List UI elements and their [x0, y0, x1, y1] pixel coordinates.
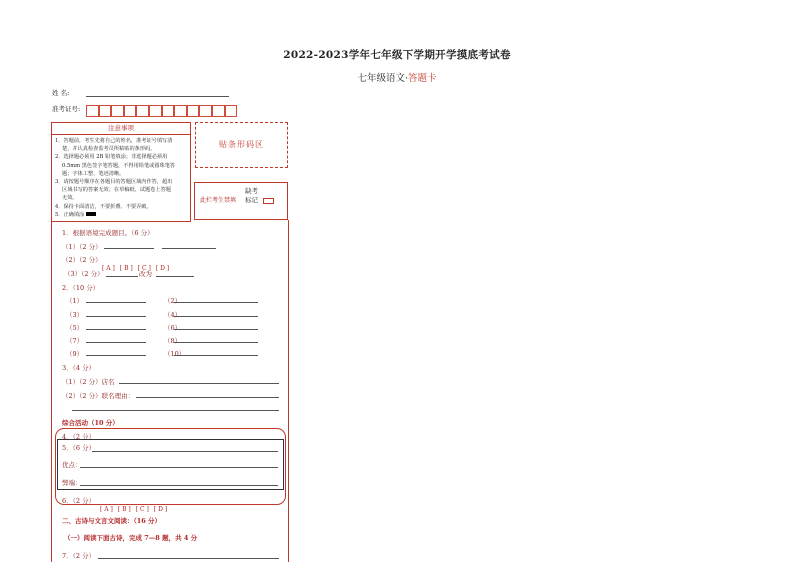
frame-right [288, 220, 289, 562]
q1-change-to: 改为 [139, 270, 152, 278]
q3-part1: （1）（2 分）店名 [62, 378, 115, 386]
absent-mark-2: 标记 [245, 196, 258, 204]
option-d[interactable]: [ D ] [153, 506, 168, 513]
exam-id-grid[interactable] [86, 102, 246, 116]
q2-answer-line[interactable] [174, 302, 258, 303]
q3-title: 3．（4 分） [62, 364, 96, 372]
q2-left-label: （9） [66, 350, 84, 358]
q1-part3: （3）（2 分） [64, 270, 104, 278]
option-c[interactable]: [ C ] [135, 506, 149, 513]
q2-left-label: （3） [66, 311, 84, 319]
q6-label: 6．（2 分） [62, 497, 96, 505]
q2-answer-line[interactable] [86, 316, 146, 317]
q1-part1: （1）（2 分） [62, 243, 102, 251]
q2-right-label: （2） [164, 297, 182, 305]
q2-right-label: （10） [164, 350, 186, 358]
notice-line: 3．请按题号顺序在各题目的答题区域内作答，超出 [55, 179, 173, 186]
notice-line: 5．正确填涂 [55, 211, 188, 219]
id-cell[interactable] [124, 105, 137, 117]
q2-answer-line[interactable] [174, 329, 258, 330]
notice-line: 0.5mm 黑色签字笔答题，不得用铅笔或圆珠笔答 [62, 162, 176, 169]
notice-line: 楚，并认真检查监考员所粘贴的条形码。 [62, 146, 156, 153]
frame-left [51, 222, 52, 562]
name-field[interactable] [86, 96, 229, 97]
absent-mark-1: 缺考 [245, 187, 258, 195]
notice-line: 题；字体工整、笔迹清晰。 [62, 170, 125, 177]
notice-line: 4．保持卡面清洁，不要折叠、不要弄破。 [55, 203, 152, 210]
id-cell[interactable] [174, 105, 187, 117]
id-cell[interactable] [136, 105, 149, 117]
q2-left-label: （1） [66, 297, 84, 305]
q5-answer-line[interactable] [92, 451, 278, 452]
option-d[interactable]: [ D ] [155, 265, 170, 272]
barcode-label: 贴条形码区 [219, 140, 264, 149]
q3-part2: （2）（2 分）联名理由： [62, 392, 135, 400]
notice-box [51, 122, 191, 222]
exam-id-label: 准考证号: [52, 105, 81, 113]
q2-answer-line[interactable] [86, 355, 146, 356]
notice-line: 2．选择题必须用 2B 铅笔填涂；非选择题必须用 [55, 154, 168, 161]
q7-answer-line[interactable] [98, 558, 279, 559]
q2-answer-line[interactable] [174, 316, 258, 317]
q5-label: 5．（6 分） [62, 444, 96, 452]
q7-label: 7．（2 分） [62, 552, 96, 560]
option-b[interactable]: [ B ] [119, 265, 133, 272]
subtitle-subject: 七年级语文· [357, 73, 408, 84]
notice-line: 区域书写的答案无效；在草稿纸、试题卷上答题 [62, 187, 171, 194]
q1-part2: （2）（2 分） [62, 256, 102, 264]
option-c[interactable]: [ C ] [137, 265, 151, 272]
name-label: 姓 名: [52, 89, 70, 97]
q2-right-label: （8） [164, 337, 182, 345]
q5-answer-line[interactable] [80, 467, 278, 468]
notice-title: 注意事项 [52, 123, 190, 135]
q1-answer-line[interactable] [104, 248, 154, 249]
q3-answer-line[interactable] [72, 410, 279, 411]
q1-answer-line[interactable] [106, 276, 138, 277]
id-cell[interactable] [225, 105, 238, 117]
id-cell[interactable] [199, 105, 212, 117]
q1-title: 1．根据语境完成题目。（6 分） [62, 229, 154, 237]
id-cell[interactable] [149, 105, 162, 117]
q5-answer-line[interactable] [80, 485, 278, 486]
q1-answer-line[interactable] [156, 276, 194, 277]
activity-title: 综合活动（10 分） [62, 419, 119, 427]
q2-left-label: （5） [66, 324, 84, 332]
notice-line: 1．答题前，考生先将自己的姓名，准考证号填写清 [55, 138, 173, 144]
q4-label: 4．（2 分） [62, 433, 96, 441]
section2-sub: （一）阅读下面古诗，完成 7—8 题，共 4 分 [64, 534, 198, 542]
id-cell[interactable] [99, 105, 112, 117]
absent-box [194, 182, 288, 220]
q2-answer-line[interactable] [86, 342, 146, 343]
q2-left-label: （7） [66, 337, 84, 345]
q2-right-label: （4） [164, 311, 182, 319]
q2-answer-line[interactable] [86, 302, 146, 303]
q2-title: 2．（10 分） [62, 284, 100, 292]
exam-subtitle [0, 70, 794, 84]
q3-answer-line[interactable] [136, 397, 279, 398]
id-cell[interactable] [187, 105, 200, 117]
q2-answer-line[interactable] [86, 329, 146, 330]
absent-label: 此栏考生禁填 [200, 197, 237, 204]
id-cell[interactable] [162, 105, 175, 117]
q1-answer-line[interactable] [162, 248, 216, 249]
subtitle-answer-card: 答题卡 [408, 73, 437, 84]
id-cell[interactable] [212, 105, 225, 117]
option-a[interactable]: [ A ] [102, 265, 115, 272]
q5-merit-label: 优点： [62, 461, 82, 469]
absent-checkbox[interactable] [263, 198, 274, 204]
id-cell[interactable] [111, 105, 124, 117]
q3-answer-line[interactable] [119, 383, 279, 384]
notice-line: 无效。 [62, 195, 78, 202]
exam-title: 2022-2023学年七年级下学期开学摸底考试卷 [283, 49, 511, 61]
option-b[interactable]: [ B ] [117, 506, 131, 513]
id-cell[interactable] [86, 105, 99, 117]
q2-right-label: （6） [164, 324, 182, 332]
section2-title: 二、古诗与文言文阅读：（16 分） [62, 517, 162, 525]
q5-flaw-label: 弊端： [62, 479, 82, 487]
q2-answer-line[interactable] [174, 355, 258, 356]
barcode-area [195, 122, 288, 168]
filled-mark-sample [86, 212, 96, 216]
q2-answer-line[interactable] [174, 342, 258, 343]
q6-options [100, 496, 172, 515]
option-a[interactable]: [ A ] [100, 506, 113, 513]
